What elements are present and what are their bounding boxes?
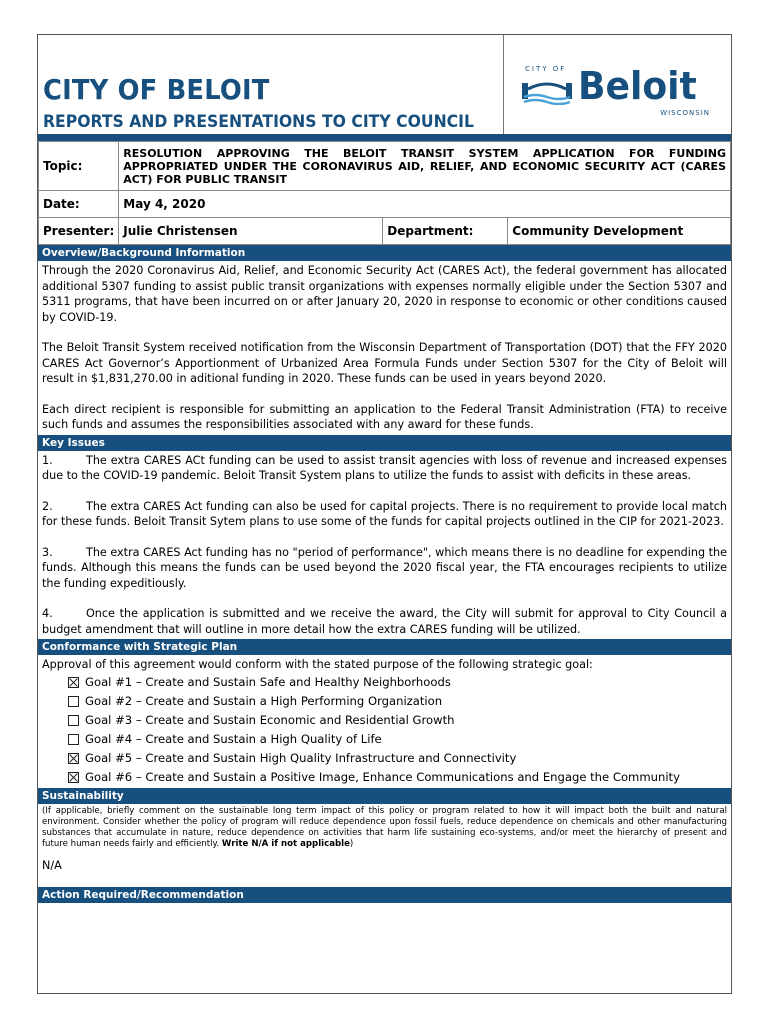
key-issue-number: 1. bbox=[42, 453, 53, 467]
presenter-value: Julie Christensen bbox=[119, 218, 383, 245]
key-issue bbox=[42, 499, 727, 530]
bridge-logo-icon bbox=[520, 77, 574, 105]
meta-table bbox=[38, 141, 731, 245]
key-issue-text: The extra CARES ACt funding can be used to assist transit agencies with loss of revenue and increased expenses due to the COVID-19 pandemic. Beloit Transit System plans to utilize the funds to assist with deficits in these areas. bbox=[42, 453, 727, 482]
goal-checkbox[interactable] bbox=[68, 677, 79, 688]
goal-label: Goal #6 – Create and Sustain a Positive Image, Enhance Communications and Engage the Community bbox=[85, 769, 680, 784]
report-header bbox=[38, 35, 731, 134]
presenter-label: Presenter: bbox=[39, 218, 119, 245]
sustainability-instructions-bold: Write N/A if not applicable bbox=[221, 838, 350, 849]
goal-checkbox[interactable] bbox=[68, 734, 79, 745]
goal-label: Goal #3 – Create and Sustain Economic and Residential Growth bbox=[85, 712, 455, 727]
key-issues-heading: Key Issues bbox=[38, 435, 731, 451]
key-issue bbox=[42, 606, 727, 637]
key-issue bbox=[42, 453, 727, 484]
sustainability-answer: N/A bbox=[42, 858, 62, 872]
key-issue-text: The extra CARES Act funding has no "period of performance", which means there is no deadline for expending the funds. Although this means the funds can be used beyond the 2020 fiscal year, the FTA encourages recipients to utilize the funding expeditiously. bbox=[42, 545, 727, 590]
date-value: May 4, 2020 bbox=[119, 191, 731, 218]
key-issue-text: The extra CARES Act funding can also be used for capital projects. There is no requirement to provide local match for these funds. Beloit Transit Sytem plans to use some of the funds for capital projects outlined in the CIP for 2021-2023. bbox=[42, 499, 727, 528]
header-divider bbox=[503, 35, 504, 134]
conformance-intro: Approval of this agreement would conform with the stated purpose of the following strategic goal: bbox=[42, 658, 593, 671]
report-subtitle: REPORTS AND PRESENTATIONS TO CITY COUNCIL bbox=[43, 112, 474, 132]
logo-state: WISCONSIN bbox=[660, 109, 710, 117]
goal-item[interactable] bbox=[68, 692, 731, 711]
report-page bbox=[37, 34, 732, 994]
overview-section bbox=[38, 261, 731, 435]
goal-label: Goal #5 – Create and Sustain High Quality Infrastructure and Connectivity bbox=[85, 750, 517, 765]
goal-label: Goal #2 – Create and Sustain a High Performing Organization bbox=[85, 693, 443, 708]
goal-checkbox[interactable] bbox=[68, 696, 79, 707]
overview-paragraph: The Beloit Transit System received notification from the Wisconsin Department of Transportation (DOT) that the FFY 2020 CARES Act Governor’s Apportionment of Urbanized Area Formula Funds under Section 5307 for the City of Beloit will result in $1,831,270.00 in aditional funding in 2020. These funds can be used in years beyond 2020. bbox=[42, 341, 727, 385]
city-title: CITY OF BELOIT bbox=[43, 73, 270, 106]
action-heading: Action Required/Recommendation bbox=[38, 887, 731, 903]
goal-checkbox[interactable] bbox=[68, 772, 79, 783]
goal-item[interactable] bbox=[68, 768, 731, 787]
overview-paragraph: Through the 2020 Coronavirus Aid, Relief, and Economic Security Act (CARES Act), the federal government has allocated additional 5307 funding to assist public transit organizations with expenses normally eligible under the Section 5307 and 5311 programs, that have been incurred on or after January 20, 2020 in response to economic or other conditions caused by COVID-19. bbox=[42, 264, 727, 324]
conformance-heading: Conformance with Strategic Plan bbox=[38, 639, 731, 655]
beloit-logo bbox=[520, 65, 720, 117]
date-label: Date: bbox=[39, 191, 119, 218]
topic-label: Topic: bbox=[39, 142, 119, 191]
sustainability-heading: Sustainability bbox=[38, 788, 731, 804]
logo-city-of: CITY OF bbox=[525, 65, 567, 73]
goal-item[interactable] bbox=[68, 730, 731, 749]
department-label: Department: bbox=[383, 218, 508, 245]
key-issues-section bbox=[38, 451, 731, 640]
logo-name: Beloit bbox=[578, 64, 697, 108]
goal-list bbox=[38, 673, 731, 787]
sustainability-instructions-end: ) bbox=[349, 838, 354, 849]
goal-item[interactable] bbox=[68, 711, 731, 730]
key-issue-number: 3. bbox=[42, 545, 53, 559]
header-bar bbox=[38, 134, 731, 141]
key-issue bbox=[42, 545, 727, 592]
goal-item[interactable] bbox=[68, 749, 731, 768]
goal-checkbox[interactable] bbox=[68, 753, 79, 764]
overview-heading: Overview/Background Information bbox=[38, 245, 731, 261]
goal-label: Goal #4 – Create and Sustain a High Quality of Life bbox=[85, 731, 382, 746]
sustainability-instructions-text: (If applicable, briefly comment on the sustainable long term impact of this policy or program related to how it will impact both the built and natural environment. Consider whether the policy of program will reduce dependence upon fossil fuels, reduce dependence on chemicals and other manufacturing substances that accumulate in nature, reduce dependence on activities that harm life sustaining eco-systems, and/or meet the hierarchy of present and future human needs fairly and efficiently. bbox=[42, 805, 727, 849]
department-value: Community Development bbox=[508, 218, 731, 245]
key-issue-number: 4. bbox=[42, 607, 53, 620]
goal-item[interactable] bbox=[68, 673, 731, 692]
goal-label: Goal #1 – Create and Sustain Safe and Healthy Neighborhoods bbox=[85, 674, 451, 689]
overview-paragraph: Each direct recipient is responsible for submitting an application to the Federal Transit Administration (FTA) to receive such funds and assumes the responsibilities associated with any award for these funds. bbox=[42, 402, 727, 431]
topic-value: RESOLUTION APPROVING THE BELOIT TRANSIT SYSTEM APPLICATION FOR FUNDING APPROPRIATED UNDER THE CORONAVIRUS AID, RELIEF, AND ECONOMIC SECURITY ACT (CARES ACT) FOR PUBLIC TRANSIT bbox=[119, 142, 731, 191]
key-issue-number: 2. bbox=[42, 499, 53, 513]
sustainability-instructions bbox=[38, 804, 731, 852]
goal-checkbox[interactable] bbox=[68, 715, 79, 726]
key-issue-text: Once the application is submitted and we receive the award, the City will submit for approval to City Council a budget amendment that will outline in more detail how the extra CARES funding will be utilized. bbox=[42, 607, 727, 636]
